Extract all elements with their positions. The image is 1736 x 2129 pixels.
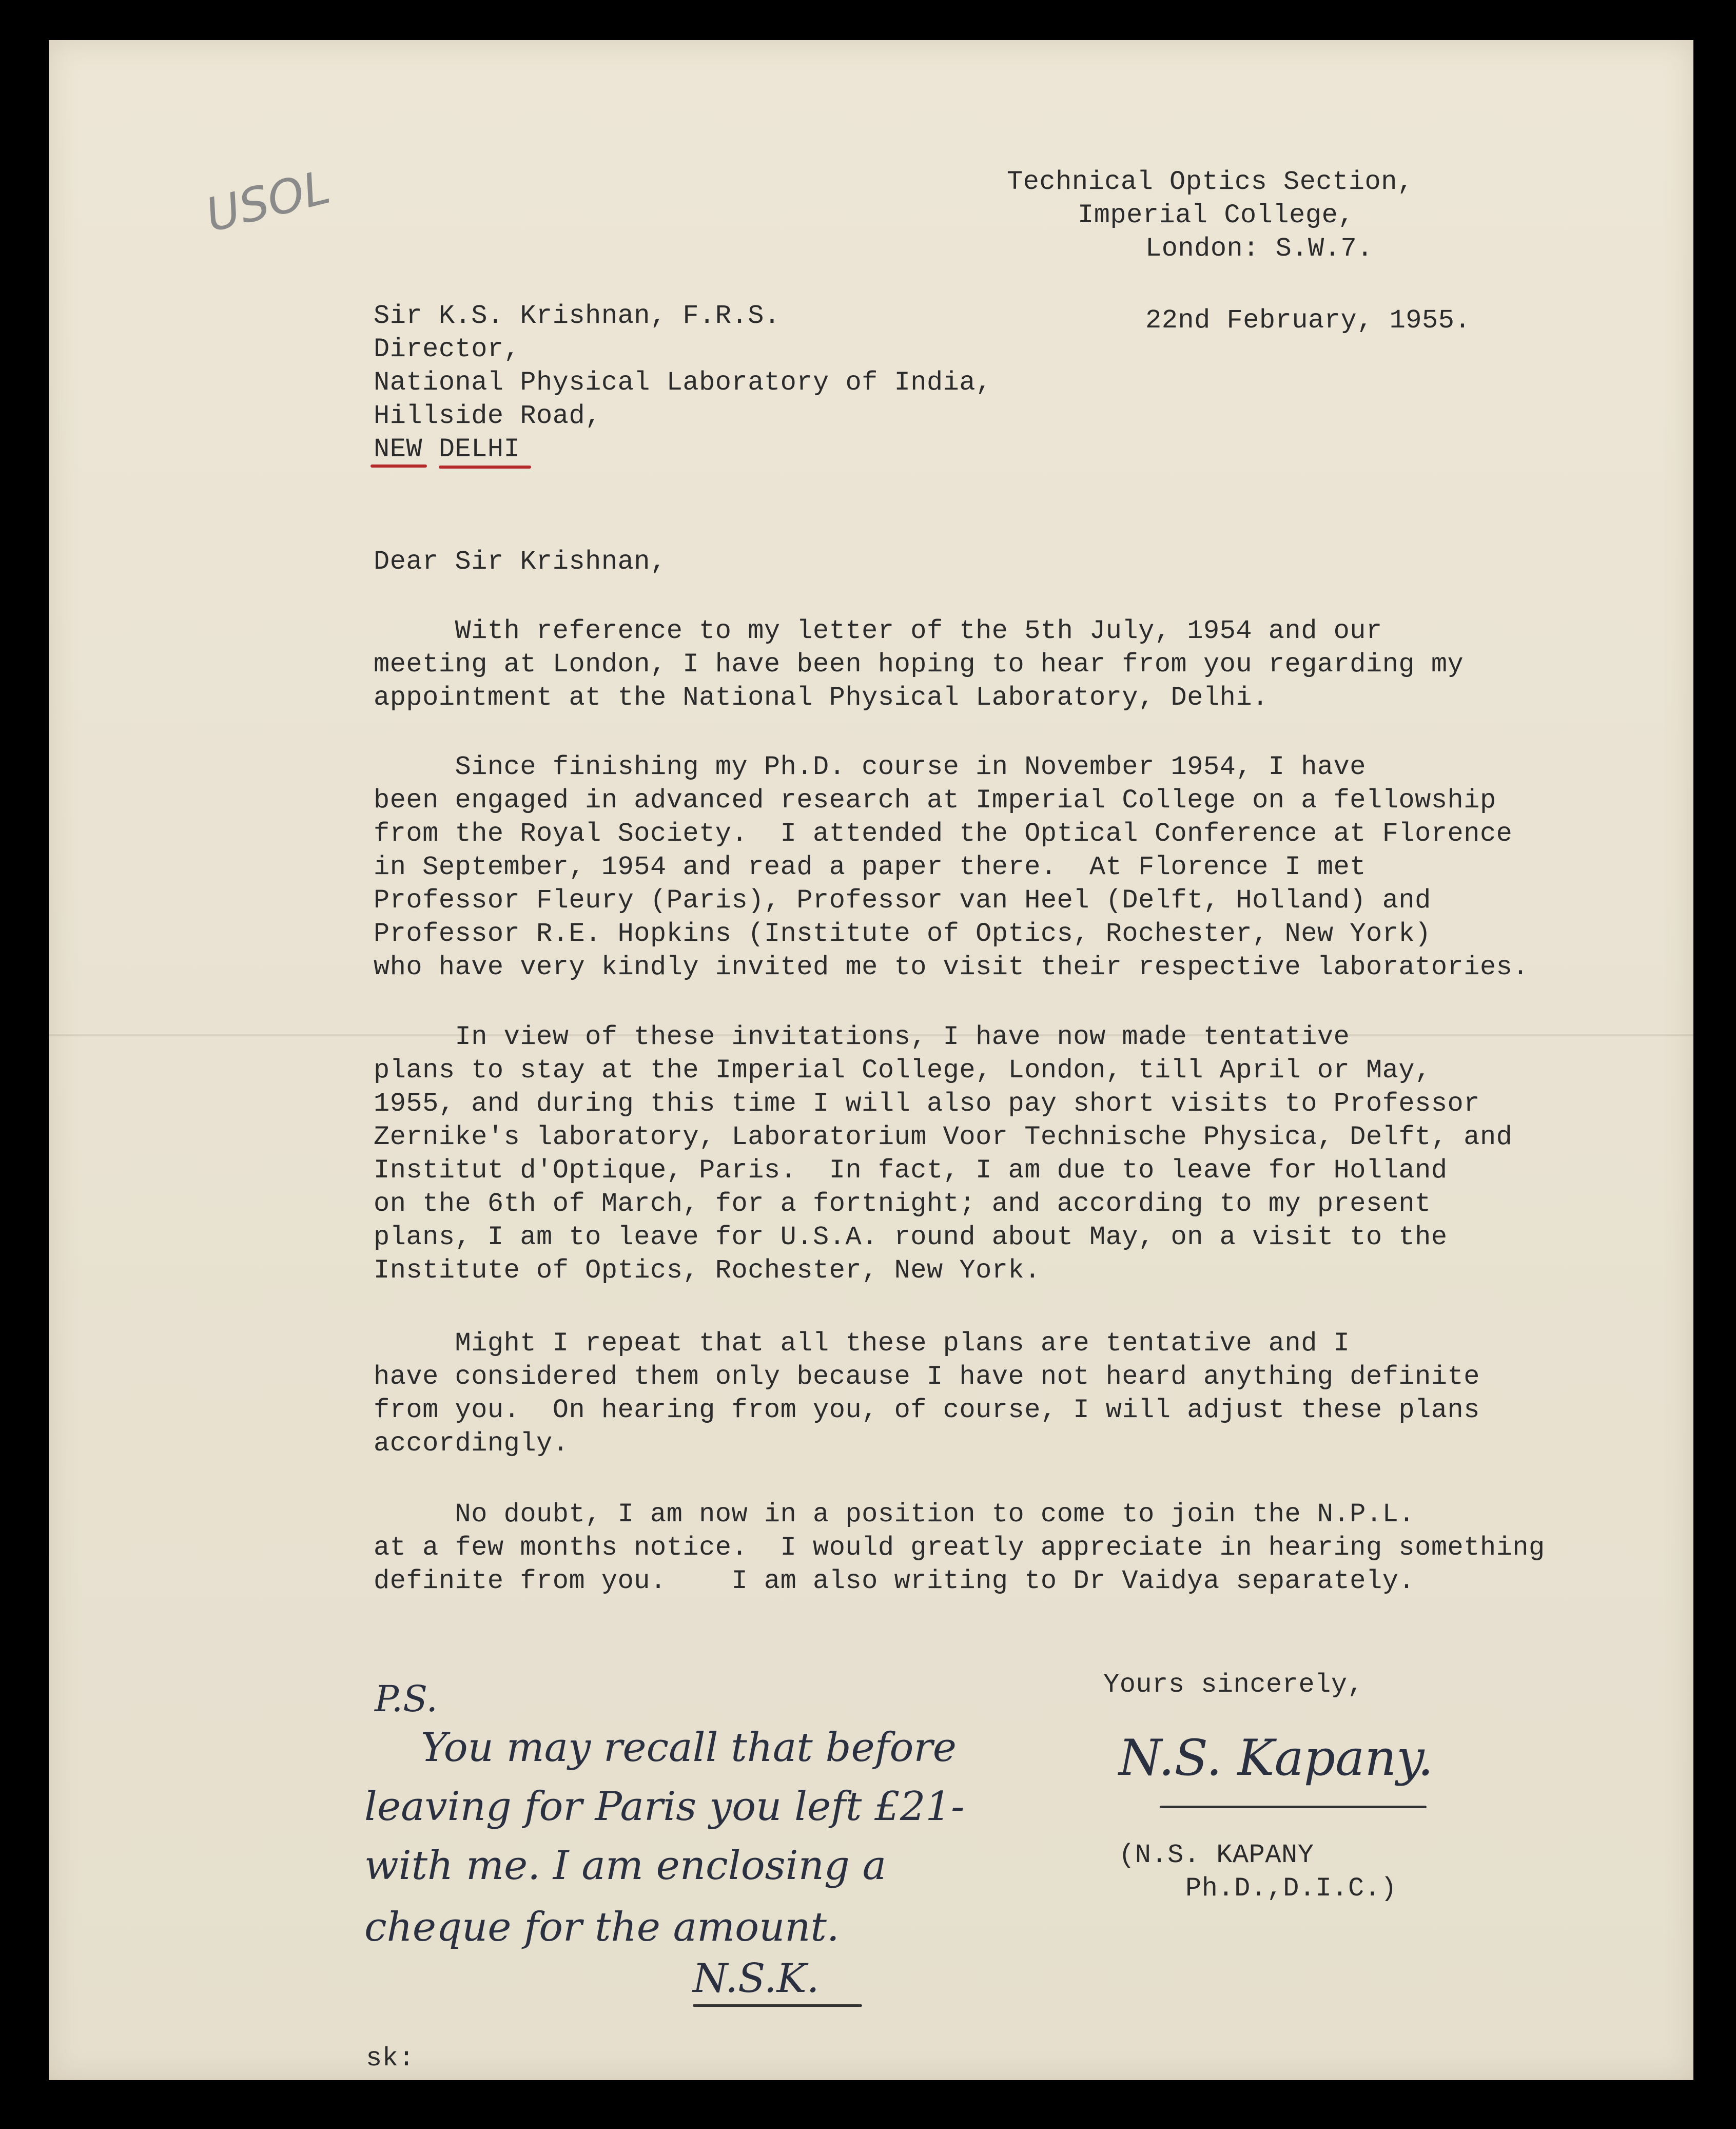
paragraph-3-line-1: In view of these invitations, I have now made tentative: [374, 1022, 1350, 1052]
postscript-line-1: You may recall that before: [421, 1725, 957, 1771]
red-underline-2: [439, 466, 531, 469]
postscript-line-3: with me. I am enclosing a: [364, 1843, 887, 1889]
reference-initials: sk:: [366, 2043, 415, 2074]
postscript-line-2: leaving for Paris you left £21-: [364, 1784, 965, 1830]
letterhead-line-2: Imperial College,: [1078, 200, 1354, 230]
paragraph-4-line-4: accordingly.: [374, 1428, 569, 1459]
addressee-line-2: Director,: [374, 334, 520, 364]
addressee-city: NEW DELHI: [374, 434, 520, 464]
paragraph-3-line-2: plans to stay at the Imperial College, London, till April or May,: [374, 1055, 1431, 1086]
addressee-line-4: Hillside Road,: [374, 401, 601, 431]
postscript-line-4: cheque for the amount.: [364, 1904, 840, 1950]
signature-underline: [1160, 1806, 1427, 1808]
addressee-line-3: National Physical Laboratory of India,: [374, 367, 992, 398]
paragraph-1-line-1: With reference to my letter of the 5th July, 1954 and our: [374, 616, 1382, 646]
letterhead-line-3: London: S.W.7.: [1145, 234, 1373, 264]
signature: N.S. Kapany.: [1119, 1729, 1434, 1787]
paragraph-1-line-2: meeting at London, I have been hoping to hear from you regarding my: [374, 649, 1464, 680]
addressee-line-1: Sir K.S. Krishnan, F.R.S.: [374, 301, 781, 331]
pencil-margin-note: USOL: [200, 160, 336, 243]
salutation: Dear Sir Krishnan,: [374, 547, 667, 577]
paragraph-2-line-5: Professor Fleury (Paris), Professor van Heel (Delft, Holland) and: [374, 885, 1431, 916]
initials-underline: [693, 2004, 862, 2007]
paragraph-4-line-3: from you. On hearing from you, of course, I will adjust these plans: [374, 1395, 1480, 1425]
postscript-initials: N.S.K.: [693, 1956, 820, 2002]
paragraph-4-line-1: Might I repeat that all these plans are tentative and I: [374, 1328, 1350, 1359]
closing: Yours sincerely,: [1103, 1670, 1364, 1700]
paragraph-2-line-7: who have very kindly invited me to visit their respective laboratories.: [374, 952, 1529, 982]
letterhead-line-1: Technical Optics Section,: [1007, 167, 1414, 197]
paragraph-3-line-7: plans, I am to leave for U.S.A. round about May, on a visit to the: [374, 1222, 1448, 1252]
paragraph-3-line-5: Institut d'Optique, Paris. In fact, I am due to leave for Holland: [374, 1155, 1448, 1186]
paragraph-4-line-2: have considered them only because I have not heard anything definite: [374, 1362, 1480, 1392]
paragraph-2-line-3: from the Royal Society. I attended the Optical Conference at Florence: [374, 819, 1513, 849]
paragraph-2-line-6: Professor R.E. Hopkins (Institute of Optics, Rochester, New York): [374, 919, 1431, 949]
paragraph-5-line-3: definite from you. I am also writing to Dr Vaidya separately.: [374, 1566, 1415, 1596]
credentials: Ph.D.,D.I.C.): [1185, 1873, 1397, 1904]
paragraph-5-line-2: at a few months notice. I would greatly appreciate in hearing something: [374, 1533, 1545, 1563]
paragraph-3-line-3: 1955, and during this time I will also pay short visits to Professor: [374, 1089, 1480, 1119]
postscript-label: P.S.: [375, 1678, 438, 1720]
paragraph-2-line-1: Since finishing my Ph.D. course in November 1954, I have: [374, 752, 1367, 782]
paragraph-3-line-8: Institute of Optics, Rochester, New York.: [374, 1255, 1041, 1286]
typed-name: (N.S. KAPANY: [1119, 1840, 1314, 1870]
paragraph-3-line-6: on the 6th of March, for a fortnight; and according to my present: [374, 1189, 1431, 1219]
paragraph-5-line-1: No doubt, I am now in a position to come to join the N.P.L.: [374, 1499, 1415, 1530]
paragraph-1-line-3: appointment at the National Physical Laboratory, Delhi.: [374, 683, 1269, 713]
red-underline-1: [370, 464, 427, 468]
paragraph-2-line-2: been engaged in advanced research at Imperial College on a fellowship: [374, 785, 1496, 816]
paragraph-2-line-4: in September, 1954 and read a paper there. At Florence I met: [374, 852, 1367, 882]
paragraph-3-line-4: Zernike's laboratory, Laboratorium Voor Technische Physica, Delft, and: [374, 1122, 1513, 1152]
letter-date: 22nd February, 1955.: [1145, 305, 1471, 336]
